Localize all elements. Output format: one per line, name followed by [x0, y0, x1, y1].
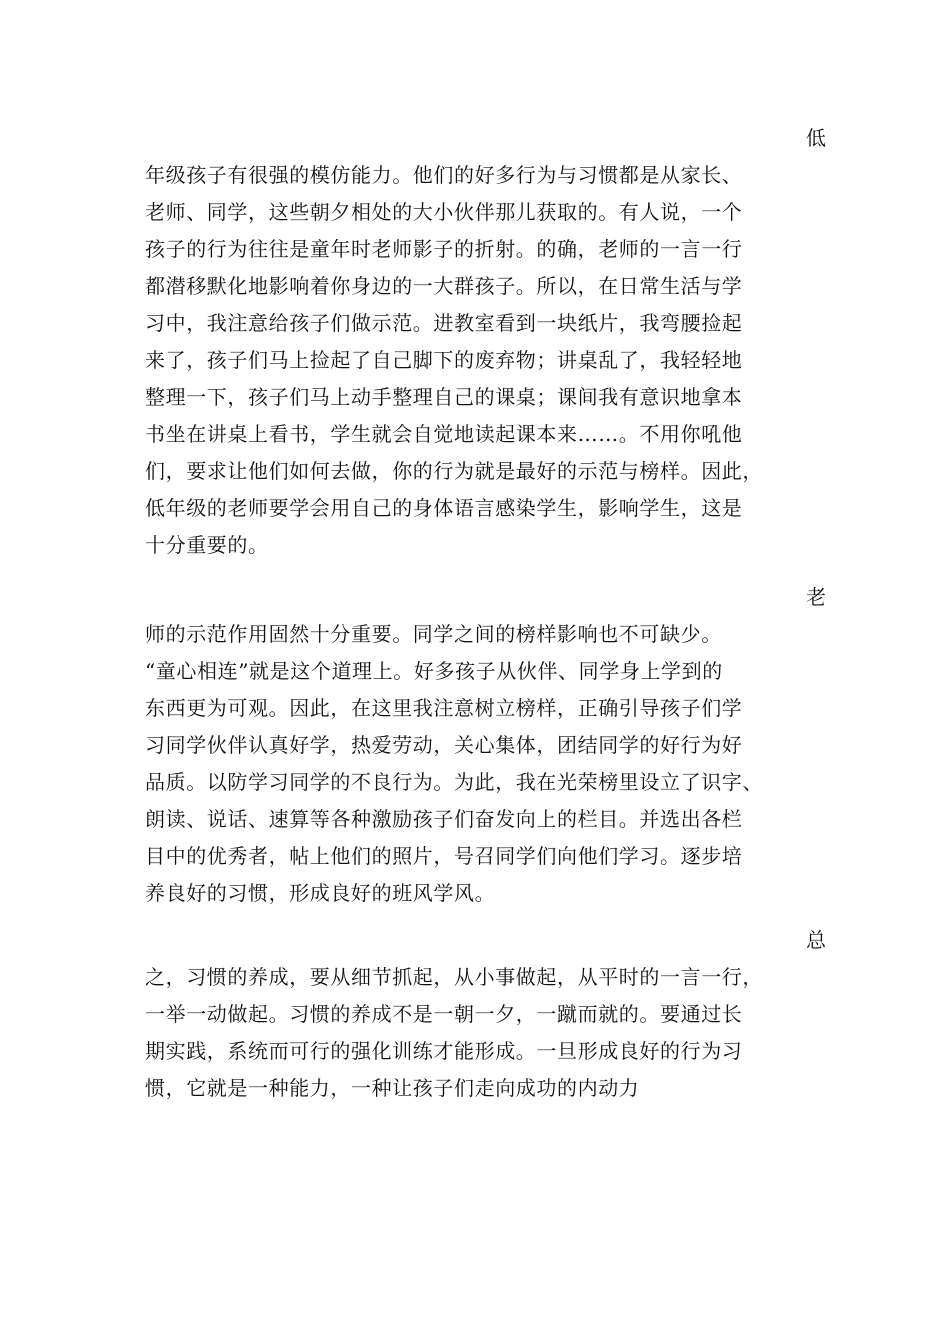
paragraph-2-line: 品质。以防学习同学的不良行为。为此，我在光荣榜里设立了识字、: [145, 770, 763, 794]
paragraph-2-line: 习同学伙伴认真好学，热爱劳动，关心集体，团结同学的好行为好: [145, 733, 743, 757]
paragraph-1: [145, 157, 810, 564]
paragraph-1-line: 都潜移默化地影响着你身边的一大群孩子。所以，在日常生活与学: [145, 274, 743, 298]
paragraph-3-line: 惯，它就是一种能力，一种让孩子们走向成功的内动力: [145, 1076, 640, 1100]
paragraph-1-line: 们，要求让他们如何去做，你的行为就是最好的示范与榜样。因此，: [145, 459, 763, 483]
paragraph-1-line: 整理一下，孩子们马上动手整理自己的课桌；课间我有意识地拿本: [145, 385, 743, 409]
paragraph-2-line: 朗读、说话、速算等各种激励孩子们奋发向上的栏目。并选出各栏: [145, 807, 743, 831]
paragraph-1-line: 来了，孩子们马上捡起了自己脚下的废弃物；讲桌乱了，我轻轻地: [145, 348, 743, 372]
paragraph-1-line: 老师、同学，这些朝夕相处的大小伙伴那儿获取的。有人说，一个: [145, 200, 743, 224]
paragraph-1-line: 孩子的行为往往是童年时老师影子的折射。的确，老师的一言一行: [145, 237, 743, 261]
paragraph-1-line: 书坐在讲桌上看书，学生就会自觉地读起课本来……。不用你吼他: [145, 422, 743, 446]
paragraph-2-line: “童心相连”就是这个道理上。好多孩子从伙伴、同学身上学到的: [145, 659, 723, 683]
paragraph-1-line: 十分重要的。: [145, 533, 269, 557]
paragraph-2-line: 师的示范作用固然十分重要。同学之间的榜样影响也不可缺少。: [145, 622, 722, 646]
paragraph-1-line: 年级孩子有很强的模仿能力。他们的好多行为与习惯都是从家长、: [145, 163, 743, 187]
paragraph-2-line: 目中的优秀者，帖上他们的照片，号召同学们向他们学习。逐步培: [145, 844, 743, 868]
paragraph-3-lead-char: 总: [806, 928, 826, 952]
paragraph-3-line: 一举一动做起。习惯的养成不是一朝一夕，一蹴而就的。要通过长: [145, 1002, 743, 1026]
paragraph-2-line: 养良好的习惯，形成良好的班风学风。: [145, 881, 496, 905]
paragraph-3-line: 期实践，系统而可行的强化训练才能形成。一旦形成良好的行为习: [145, 1039, 743, 1063]
paragraph-3-line: 之，习惯的养成，要从细节抓起，从小事做起，从平时的一言一行，: [145, 965, 763, 989]
paragraph-2: [145, 616, 810, 912]
paragraph-2-lead-char: 老: [806, 585, 826, 609]
paragraph-1-line: 习中，我注意给孩子们做示范。进教室看到一块纸片，我弯腰捡起: [145, 311, 743, 335]
paragraph-1-line: 低年级的老师要学会用自己的身体语言感染学生，影响学生，这是: [145, 496, 743, 520]
paragraph-1-lead-char: 低: [806, 126, 826, 150]
paragraph-3: [145, 959, 810, 1107]
paragraph-2-line: 东西更为可观。因此，在这里我注意树立榜样，正确引导孩子们学: [145, 696, 743, 720]
